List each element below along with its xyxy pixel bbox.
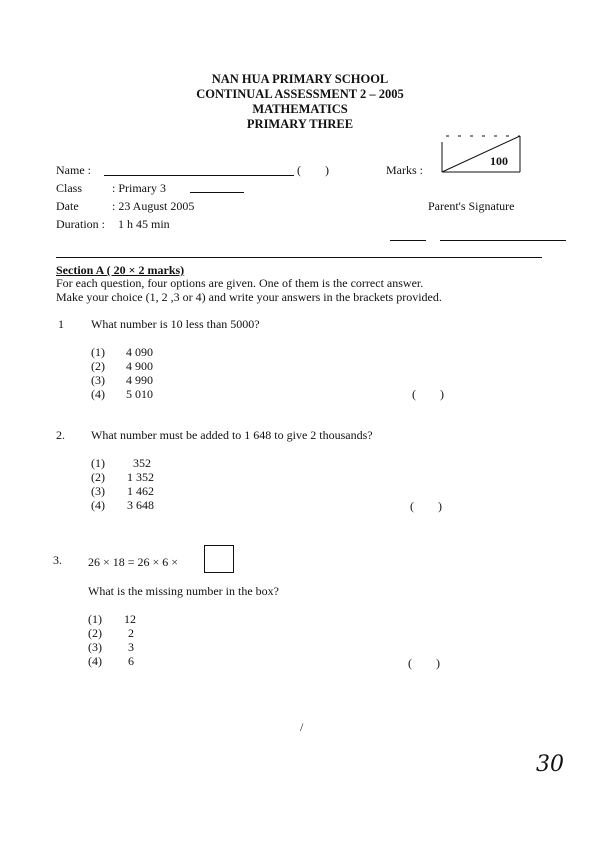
option-label: (1) (91, 456, 105, 470)
parent-signature-label: Parent's Signature (428, 199, 515, 213)
name-index-brackets: ( ) (297, 163, 329, 177)
option-value: 4 900 (126, 359, 153, 373)
option-value: 6 (128, 654, 134, 668)
question-number: 1 (58, 317, 64, 331)
question-text: What is the missing number in the box? (88, 584, 279, 598)
option-value: 12 (124, 612, 136, 626)
equation-text: 26 × 18 = 26 × 6 × (88, 555, 179, 569)
duration-label: Duration : (56, 217, 105, 231)
question-number: 2. (56, 428, 65, 442)
class-field[interactable] (190, 192, 244, 193)
option-label: (2) (91, 359, 105, 373)
option-label: (4) (91, 498, 105, 512)
school-name: NAN HUA PRIMARY SCHOOL (211, 72, 389, 86)
marks-box (440, 132, 524, 176)
section-divider (56, 257, 542, 258)
name-label: Name : (56, 163, 91, 177)
instruction-line-2: Make your choice (1, 2 ,3 or 4) and write your answers in the brackets provided. (56, 290, 442, 304)
level-title: PRIMARY THREE (246, 117, 354, 131)
option-value: 5 010 (126, 387, 153, 401)
date-value: : 23 August 2005 (112, 199, 195, 213)
question-text: What number is 10 less than 5000? (91, 317, 260, 331)
instruction-line-1: For each question, four options are given. One of them is the correct answer. (56, 276, 424, 290)
question-text: What number must be added to 1 648 to give 2 thousands? (91, 428, 373, 442)
option-label: (1) (88, 612, 102, 626)
marks-label: Marks : (386, 163, 423, 177)
answer-brackets[interactable]: ( ) (408, 656, 440, 670)
stray-mark: / (300, 720, 304, 734)
signature-line-short (390, 240, 426, 241)
option-label: (4) (91, 387, 105, 401)
option-label: (3) (91, 373, 105, 387)
answer-brackets[interactable]: ( ) (410, 499, 442, 513)
date-label: Date (56, 199, 79, 213)
option-label: (2) (88, 626, 102, 640)
option-label: (4) (88, 654, 102, 668)
subject-title: MATHEMATICS (252, 102, 348, 116)
option-label: (1) (91, 345, 105, 359)
answer-box[interactable] (204, 545, 234, 573)
option-label: (3) (91, 484, 105, 498)
option-value: 2 (128, 626, 134, 640)
option-value: 4 990 (126, 373, 153, 387)
option-value: 352 (133, 456, 151, 470)
option-label: (2) (91, 470, 105, 484)
option-value: 1 352 (127, 470, 154, 484)
signature-line[interactable] (440, 240, 566, 241)
question-number: 3. (53, 553, 62, 567)
answer-brackets[interactable]: ( ) (412, 387, 444, 401)
marks-total: 100 (490, 154, 508, 168)
option-value: 3 (128, 640, 134, 654)
class-value: : Primary 3 (112, 181, 166, 195)
class-label: Class (56, 181, 83, 195)
name-field[interactable] (104, 175, 294, 176)
handwritten-score: 30 (536, 752, 564, 777)
section-title: Section A ( 20 × 2 marks) (56, 263, 185, 277)
duration-value: 1 h 45 min (118, 217, 170, 231)
option-value: 3 648 (127, 498, 154, 512)
option-value: 1 462 (127, 484, 154, 498)
assessment-title: CONTINUAL ASSESSMENT 2 – 2005 (196, 87, 404, 101)
option-label: (3) (88, 640, 102, 654)
option-value: 4 090 (126, 345, 153, 359)
